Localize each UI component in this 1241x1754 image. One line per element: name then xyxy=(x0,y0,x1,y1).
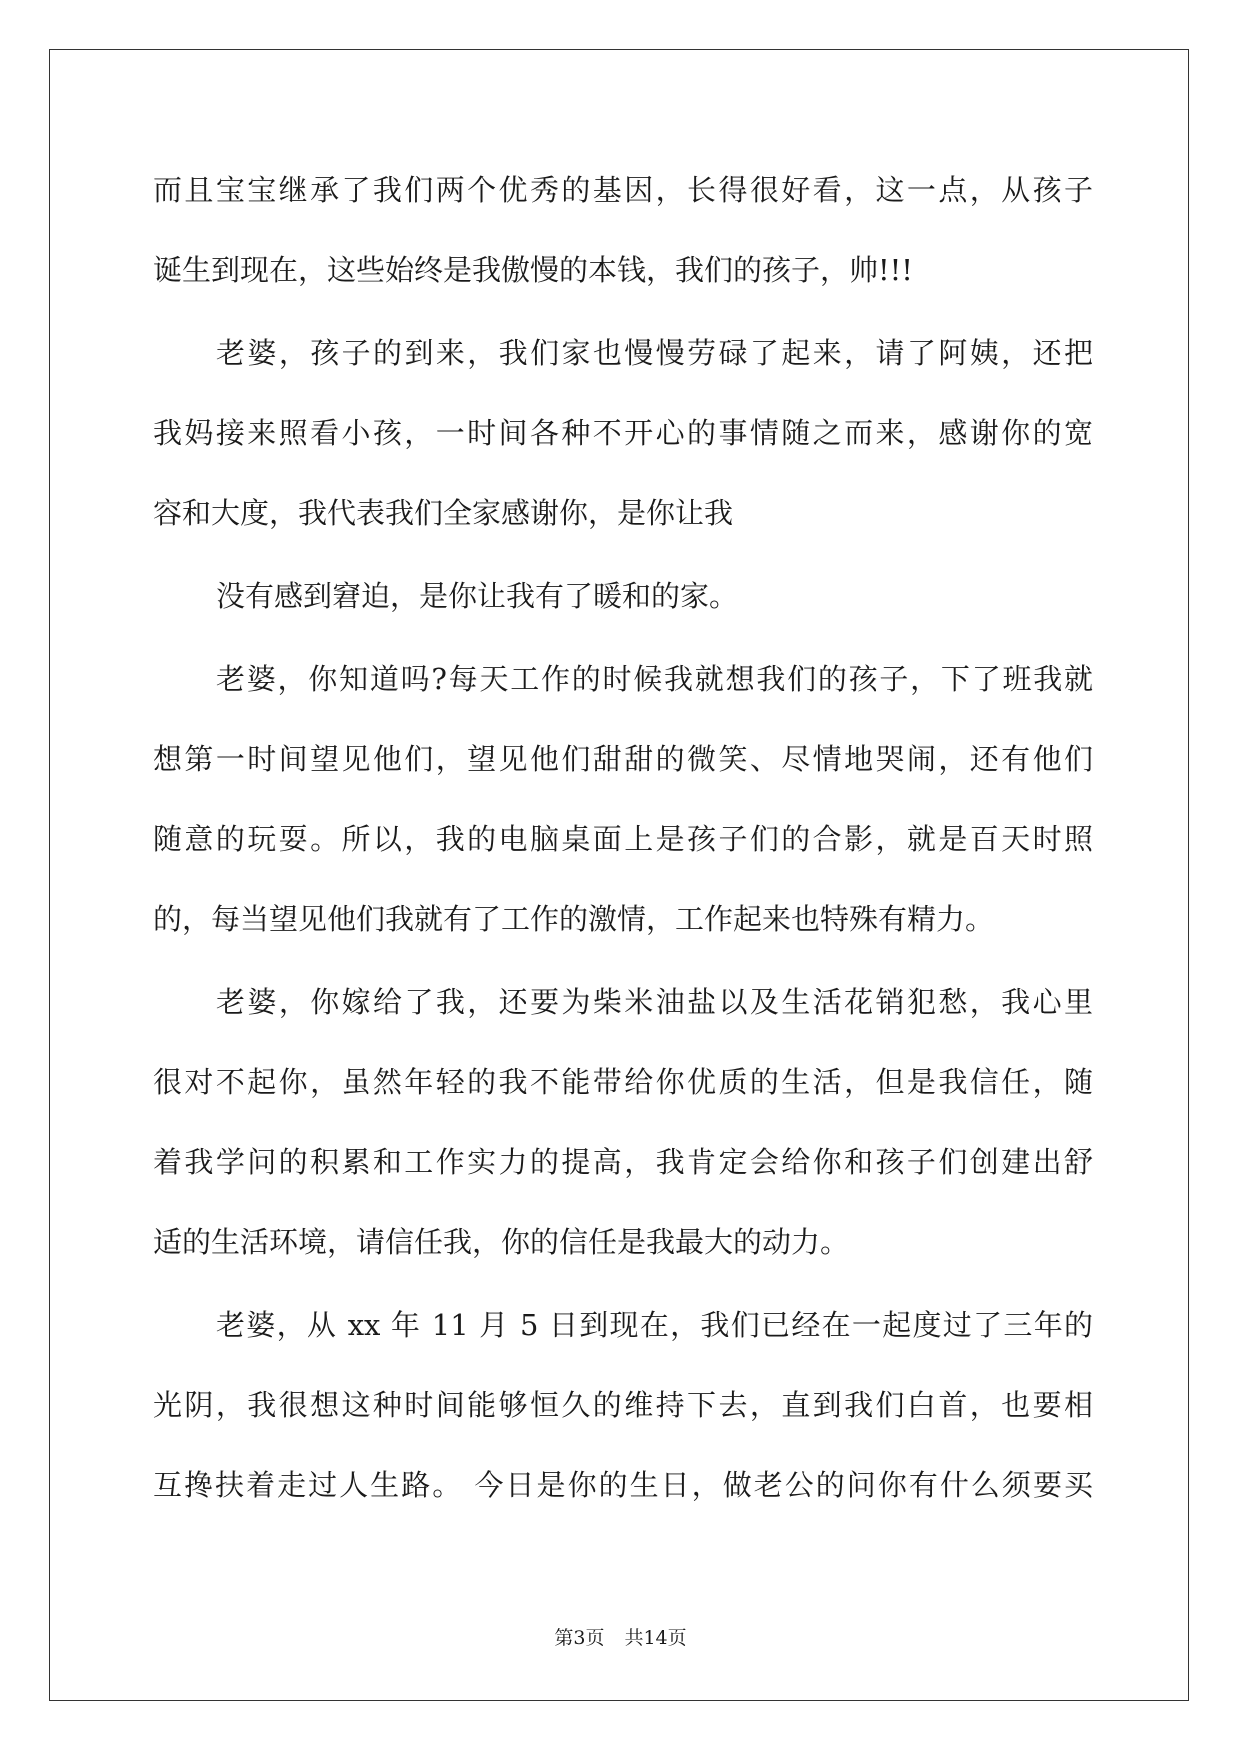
text-line-3: 老婆，孩子的到来，我们家也慢慢劳碌了起来，请了阿姨，还把 xyxy=(216,336,1093,370)
text-line-9: 随意的玩耍。所以，我的电脑桌面上是孩子们的合影，就是百天时照 xyxy=(153,822,1093,856)
text-line-12: 很对不起你，虽然年轻的我不能带给你优质的生活，但是我信任，随 xyxy=(153,1065,1093,1099)
page-total: 共14页 xyxy=(624,1627,687,1649)
page-footer xyxy=(0,1625,1241,1651)
text-line-4: 我妈接来照看小孩，一时间各种不开心的事情随之而来，感谢你的宽 xyxy=(153,416,1093,450)
page-number: 第3页 xyxy=(554,1627,605,1649)
text-line-6: 没有感到窘迫，是你让我有了暖和的家。 xyxy=(216,579,739,613)
text-line-13: 着我学问的积累和工作实力的提高，我肯定会给你和孩子们创建出舒 xyxy=(153,1145,1093,1179)
text-line-16: 光阴，我很想这种时间能够恒久的维持下去，直到我们白首，也要相 xyxy=(153,1388,1093,1422)
page-border xyxy=(49,49,1189,1701)
text-line-1: 而且宝宝继承了我们两个优秀的基因，长得很好看，这一点，从孩子 xyxy=(153,173,1093,207)
text-line-15: 老婆，从 xx 年 11 月 5 日到现在，我们已经在一起度过了三年的 xyxy=(216,1308,1093,1342)
text-line-7: 老婆，你知道吗?每天工作的时候我就想我们的孩子，下了班我就 xyxy=(216,662,1093,696)
text-line-11: 老婆，你嫁给了我，还要为柴米油盐以及生活花销犯愁，我心里 xyxy=(216,985,1093,1019)
text-line-14: 适的生活环境，请信任我，你的信任是我最大的动力。 xyxy=(153,1225,850,1259)
text-line-5: 容和大度，我代表我们全家感谢你，是你让我 xyxy=(153,496,734,530)
text-line-8: 想第一时间望见他们，望见他们甜甜的微笑、尽情地哭闹，还有他们 xyxy=(153,742,1093,776)
text-line-10: 的，每当望见他们我就有了工作的激情，工作起来也特殊有精力。 xyxy=(153,902,995,936)
text-line-17: 互搀扶着走过人生路。 今日是你的生日，做老公的问你有什么须要买 xyxy=(153,1468,1093,1502)
text-line-2: 诞生到现在，这些始终是我傲慢的本钱，我们的孩子，帅!!! xyxy=(153,253,913,287)
